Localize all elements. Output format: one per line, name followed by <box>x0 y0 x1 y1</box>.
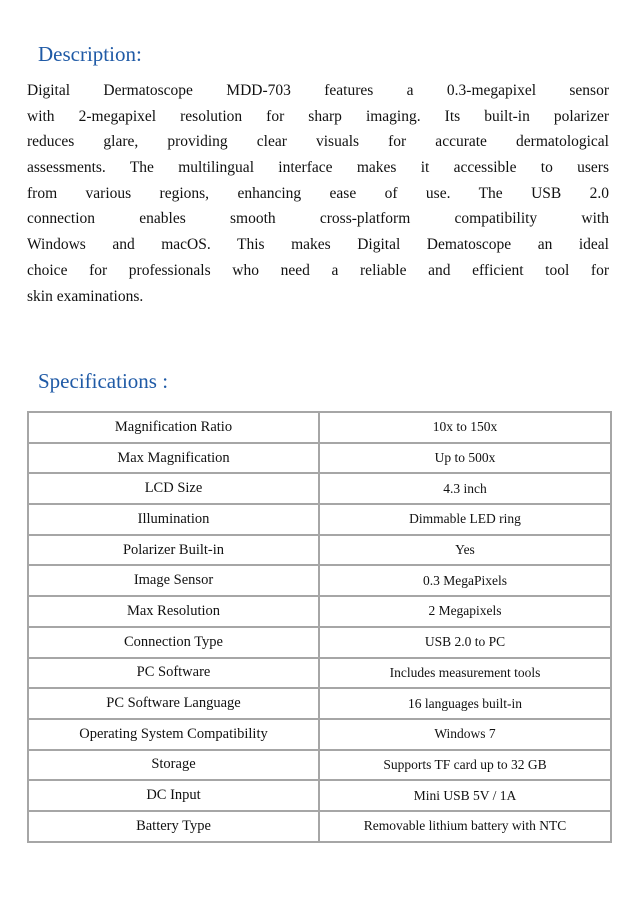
spec-value: 0.3 MegaPixels <box>319 565 611 596</box>
spec-label: Max Magnification <box>28 443 319 474</box>
spec-value: Includes measurement tools <box>319 658 611 689</box>
table-row <box>28 719 611 750</box>
description-line: Digital Dermatoscope MDD-703 features a 0.3-megapixel sensor <box>27 82 609 99</box>
spec-value: 16 languages built-in <box>319 688 611 719</box>
table-row <box>28 750 611 781</box>
spec-value: Removable lithium battery with NTC <box>319 811 611 842</box>
table-row <box>28 504 611 535</box>
spec-value: Supports TF card up to 32 GB <box>319 750 611 781</box>
spec-label: Battery Type <box>28 811 319 842</box>
spec-label: Operating System Compatibility <box>28 719 319 750</box>
table-row <box>28 535 611 566</box>
spec-value: Dimmable LED ring <box>319 504 611 535</box>
spec-label: Image Sensor <box>28 565 319 596</box>
spec-value: 2 Megapixels <box>319 596 611 627</box>
spec-value: Up to 500x <box>319 443 611 474</box>
table-row <box>28 658 611 689</box>
specifications-heading: Specifications : <box>38 369 169 393</box>
description-line: Windows and macOS. This makes Digital Dematoscope an ideal <box>27 236 609 254</box>
table-row <box>28 627 611 658</box>
table-row <box>28 596 611 627</box>
description-line: choice for professionals who need a reliable and efficient tool for <box>27 261 609 279</box>
table-row <box>28 443 611 474</box>
spec-label: Max Resolution <box>28 596 319 627</box>
description-heading: Description: <box>38 42 142 66</box>
description-line: skin examinations. <box>27 287 144 305</box>
description-paragraph <box>27 78 609 309</box>
spec-value: USB 2.0 to PC <box>319 627 611 658</box>
spec-label: Polarizer Built-in <box>28 535 319 566</box>
spec-label: Illumination <box>28 504 319 535</box>
description-line: connection enables smooth cross-platform compatibility with <box>27 210 609 228</box>
description-line: assessments. The multilingual interface makes it accessible to users <box>27 159 609 177</box>
description-line: reduces glare, providing clear visuals for accurate dermatological <box>27 133 609 151</box>
table-row <box>28 780 611 811</box>
spec-value: Mini USB 5V / 1A <box>319 780 611 811</box>
spec-value: Windows 7 <box>319 719 611 750</box>
spec-value: Yes <box>319 535 611 566</box>
spec-label: Storage <box>28 750 319 781</box>
table-row <box>28 473 611 504</box>
specifications-table <box>27 411 612 843</box>
spec-label: PC Software <box>28 658 319 689</box>
spec-value: 10x to 150x <box>319 412 611 443</box>
description-line: from various regions, enhancing ease of use. The USB 2.0 <box>27 184 609 202</box>
spec-label: Magnification Ratio <box>28 412 319 443</box>
spec-label: LCD Size <box>28 473 319 504</box>
table-row <box>28 688 611 719</box>
spec-label: DC Input <box>28 780 319 811</box>
table-row <box>28 565 611 596</box>
table-row <box>28 412 611 443</box>
table-row <box>28 811 611 842</box>
description-line: with 2-megapixel resolution for sharp imaging. Its built-in polarizer <box>27 107 609 125</box>
spec-value: 4.3 inch <box>319 473 611 504</box>
spec-label: PC Software Language <box>28 688 319 719</box>
spec-label: Connection Type <box>28 627 319 658</box>
